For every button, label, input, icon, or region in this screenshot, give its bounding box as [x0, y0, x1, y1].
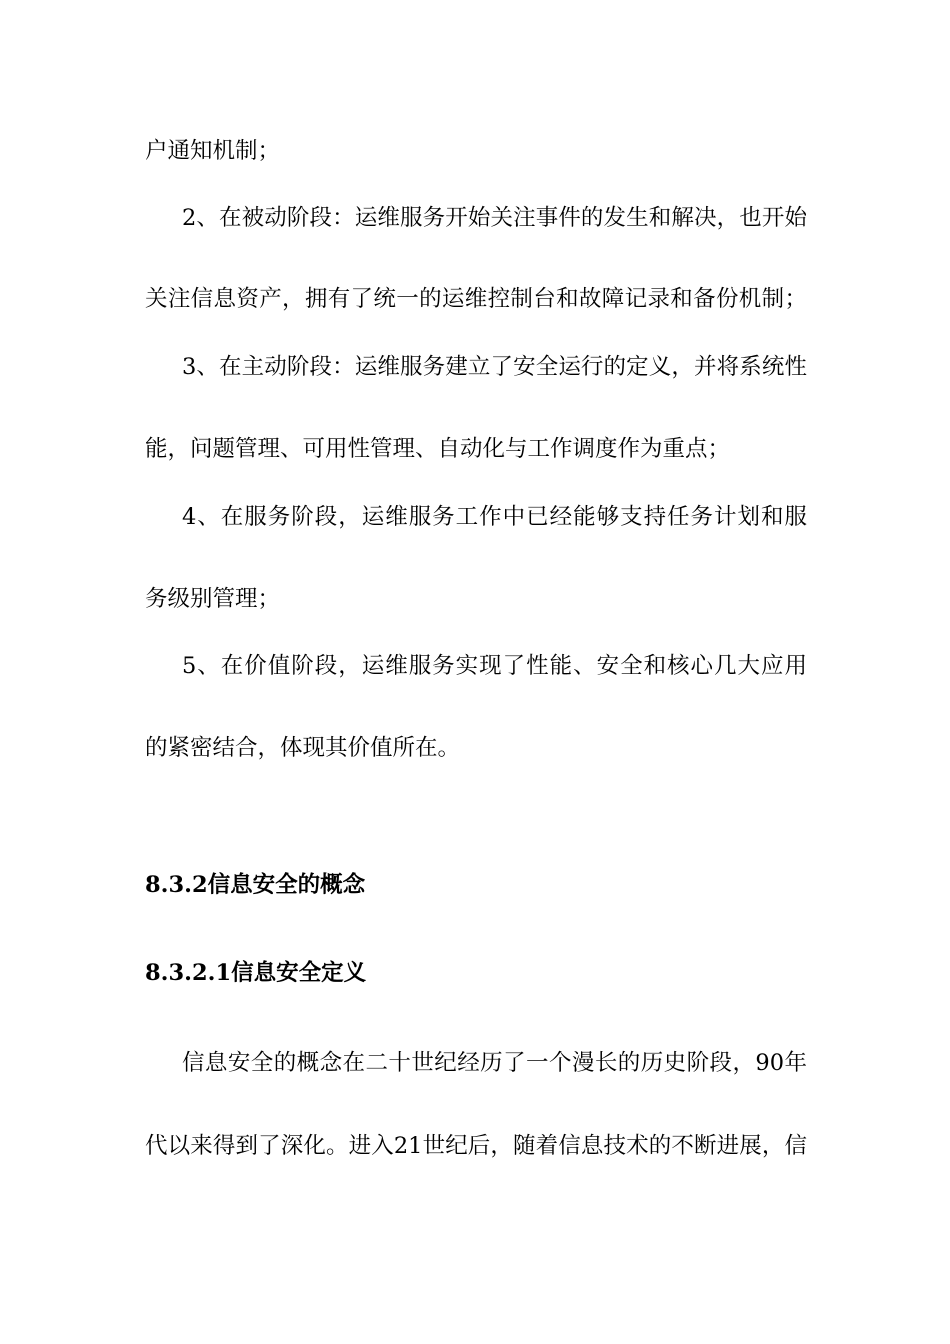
subsection-heading: 8.3.2.1信息安全定义	[145, 960, 367, 986]
paragraph-line: 务级别管理；	[145, 586, 281, 612]
section-heading: 8.3.2信息安全的概念	[145, 872, 366, 898]
paragraph-line: 3、在主动阶段：运维服务建立了安全运行的定义，并将系统性	[182, 354, 807, 380]
paragraph-line: 关注信息资产，拥有了统一的运维控制台和故障记录和备份机制；	[145, 286, 807, 312]
paragraph-line: 户通知机制；	[145, 138, 281, 164]
paragraph-line: 2、在被动阶段：运维服务开始关注事件的发生和解决，也开始	[182, 205, 807, 231]
paragraph-line: 能，问题管理、可用性管理、自动化与工作调度作为重点；	[145, 436, 731, 462]
paragraph-line: 信息安全的概念在二十世纪经历了一个漫长的历史阶段，90年	[182, 1050, 807, 1076]
paragraph-line: 5、在价值阶段，运维服务实现了性能、安全和核心几大应用	[182, 653, 807, 679]
paragraph-line: 的紧密结合，体现其价值所在。	[145, 735, 461, 761]
paragraph-line: 4、在服务阶段，运维服务工作中已经能够支持任务计划和服	[182, 504, 807, 530]
paragraph-line: 代以来得到了深化。进入21世纪后，随着信息技术的不断进展，信	[145, 1133, 807, 1159]
